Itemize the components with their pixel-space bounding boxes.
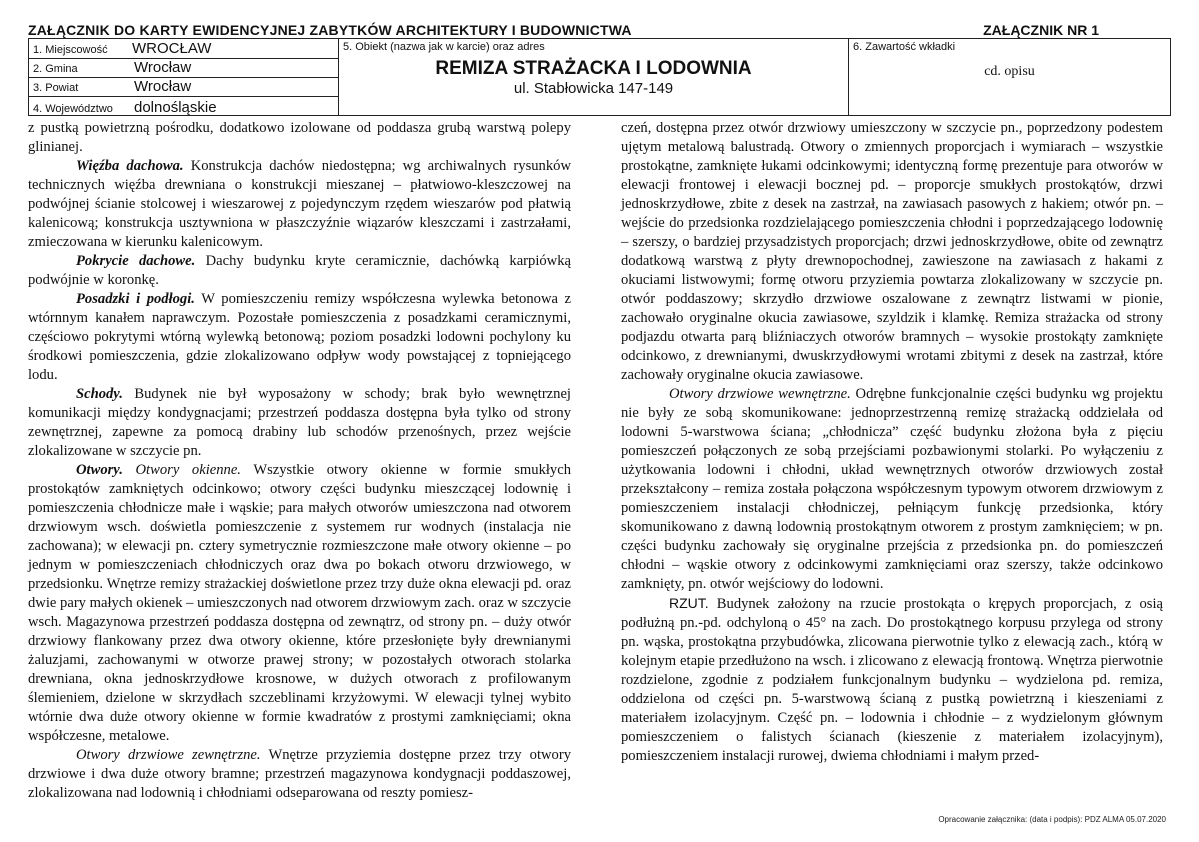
locality-label: 1. Miejscowość	[33, 44, 108, 56]
paragraph: Schody. Budynek nie był wyposażony w schody; brak było wewnętrznej komunikacji między kondygnacjami; przestrzeń poddasza dostępna była tylko od strony zewnętrznej, zapewne za pomocą drabiny lub schodów przenośnych, przez wejście zlokalizowane w szczycie pn.	[28, 386, 571, 459]
subsection-heading: Otwory okienne.	[122, 462, 241, 478]
voivodeship-value: dolnośląskie	[134, 99, 217, 116]
section-heading: Posadzki i podłogi.	[76, 291, 195, 307]
contents-value: cd. opisu	[984, 64, 1035, 79]
attachment-number: ZAŁĄCZNIK NR 1	[983, 22, 1099, 38]
municipality-value: Wrocław	[134, 59, 192, 76]
paragraph: Otwory drzwiowe zewnętrzne. Wnętrze przyziemia dostępne przez trzy otwory drzwiowe i dwa duże otwory bramne; przestrzeń magazynowa kondygnacji poddaszowej, zlokalizowana nad lodownią i chłodniami odseparowana od reszty pomiesz-	[28, 747, 571, 801]
section-heading: Otwory.	[76, 462, 123, 478]
object-name: REMIZA STRAŻACKA I LODOWNIA	[435, 58, 752, 79]
locality-row	[29, 39, 338, 59]
text-column-right	[621, 119, 1163, 766]
text-column-left	[28, 119, 571, 803]
paragraph: Pokrycie dachowe. Dachy budynku kryte ceramicznie, dachówką karpiówką podwójnie w koronkę.	[28, 253, 571, 288]
paragraph: Otwory. Otwory okienne. Wszystkie otwory okienne w formie smukłych prostokątów zamkniętych odcinkowo; otwory części budynku mieszczącej lodownię i pomieszczenia chłodnicze małe i wąskie; para małych otworów umieszczona nad otworem drzwiowym wsch. doświetla pomieszczenie z systemem rur wodnych (instalacja nie zachowana); w elewacji pn. cztery symetrycznie rozmieszczone małe otwory okienne – po jednym w pomieszczeniach chłodniczych oraz dwa po bokach otworu drzwiowego, w przedsionku. Wnętrze remizy strażackiej doświetlone przez trzy duże okna elewacji pd. oraz dwie pary małych okienek – umieszczonych nad otworem drzwiowym zach. oraz w szczycie wsch. Magazynowa przestrzeń poddasza dostępna od zewnątrz, od strony pn. – duży otwór drzwiowy flankowany przez dwa otwory okienne, które przesłonięte były drewnianymi żaluzjami, zachowanymi w otworze prawej strony; w pozostałych otworach stolarka drewniana, okna jednoskrzydłowe krosnowe, w dużych otworach z profilowanym ślemieniem, dzielone w skrzydłach szczeblinami krzyżowymi. W elewacji tylnej wybito wtórnie dwa duże otwory okienne w formie kwadratów z prostymi zamknięciami; okna współczesne, metalowe.	[28, 462, 571, 744]
paragraph: RZUT. Budynek założony na rzucie prostokąta o krępych proporcjach, z osią podłużną pn.-pd. odchyloną o 45° na zach. Do prostokątnego korpusu przylega od strony pn. wąska, prostokątna przybudówka, zlicowana pierwotnie tylko z elewacją zach., którą w kolejnym etapie przedłużono na wsch. i zlicowano z elewacją frontową. Wnętrza pierwotnie rozdzielone, zgodnie z podziałem funkcjonalnym budynku – wydzielona pd. remiza, oddzielona od części pn. 5-warstwową ścianą z pustką powietrzną i kieszeniami z materiałem izolacyjnym. Część pn. – lodownia i chłodnie – z wydzielonym głównym pomieszczeniem o falistych ścianach (kieszenie z materiałem izolacyjnym), pomieszczeniem instalacji rurowej, dwiema chłodniami i małym przed-	[621, 595, 1163, 764]
contents-box	[848, 38, 1171, 116]
object-label: 5. Obiekt (nazwa jak w karcie) oraz adres	[343, 41, 545, 53]
municipality-label: 2. Gmina	[33, 63, 78, 75]
paragraph: Otwory drzwiowe wewnętrzne. Odrębne funkcjonalnie części budynku wg projektu nie były ze sobą skomunikowane: jednoprzestrzenną remizę strażacką oddzielała od lodowni 5-warstwowa ściana; „chłodnicza” część budynku złożona była z pięciu pomieszczeń połączonych ze sobą przejściami pozbawionymi stolarki. Po wyłączeniu z użytkowania lodowni i chłodni, układ wewnętrznych otworów drzwiowych został przekształcony – remiza została połączona współczesnym typowym otworem drzwiowym z pomieszczeniem instalacji chłodniczej, pełniącym funkcję przedsionka, który skomunikowano z dawną lodownią prostokątnym otworem z prostym zamknięciem; w pn. części budynku zachowały się oryginalne przejścia z przedsionka pn. do pomieszczeń chłodni – wąskie otwory z odcinkowymi zamknięciami oraz szerszy, także odcinkowo zamknięty, pn. otwór wejściowy do lodowni.	[621, 386, 1163, 592]
district-row	[29, 77, 338, 97]
contents-label: 6. Zawartość wkładki	[853, 41, 956, 53]
locality-value: WROCŁAW	[132, 40, 212, 57]
attachment-title: ZAŁĄCZNIK DO KARTY EWIDENCYJNEJ ZABYTKÓW ARCHITEKTURY I BUDOWNICTWA	[28, 22, 632, 38]
district-value: Wrocław	[134, 78, 192, 95]
district-label: 3. Powiat	[33, 82, 79, 94]
subsection-heading: Otwory drzwiowe zewnętrzne.	[76, 747, 261, 763]
paragraph: z pustką powietrzną pośrodku, dodatkowo izolowane od poddasza grubą warstwą polepy glinianej.	[28, 120, 571, 155]
paragraph: Posadzki i podłogi. W pomieszczeniu remizy współczesna wylewka betonowa z wtórnnym kanałem naprawczym. Pozostałe pomieszczenia z posadzkami ceramicznymi, częściowo pokrytymi wtórną wylewką betonową; poziom posadzki lodowni pochylony ku środkowi pomieszczenia, gdzie zlokalizowano odpływ wody powstającej z topniejącego lodu.	[28, 291, 571, 383]
voivodeship-label: 4. Województwo	[33, 103, 113, 115]
municipality-row	[29, 58, 338, 78]
location-box	[28, 38, 339, 116]
paragraph: czeń, dostępna przez otwór drzwiowy umieszczony w szczycie pn., poprzedzony podestem ujętym metalową balustradą. Otwory o zmiennych proporcjach i wymiarach – wszystkie prostokątne, zamknięte łukami odcinkowymi; identyczną formę prezentuje para otworów w elewacji frontowej i elewacji bocznej pd. – proporcje smukłych prostokątów, drzwi jednoskrzydłowe, zbite z desek na zastrzał, na zawiasach pasowych z hakiem; otwór pn. – wejście do przedsionka rozdzielającego pomieszczenia chłodni i poprzedzającego lodownię – szerszy, o bardziej przysadzistych proporcjach; drzwi jednoskrzydłowe, obite od zewnątrz dodatkową warstwą z płyty drewnopochodnej, zawieszone na zawiasach z hakami z okuciami listwowymi; formę otworu przyziemia powtarza zlokalizowany w szczycie pn. otwór poddaszowy; skrzydło drzwiowe oszalowane z zewnątrz listwami w pionie, zachowało oryginalne okucia zawiasowe, szyldzik i klamkę. Remiza strażacka od strony podjazdu otwarta parą bliźniaczych otworów bramnych – wysokie prostokąty zamknięte odcinkowo, z drewnianymi, dwuskrzydłowymi wrotami zbitymi z desek na zastrzał, które zachowały oryginalne okucia zawiasowe.	[621, 120, 1163, 383]
section-heading: Pokrycie dachowe.	[76, 253, 196, 269]
section-heading: Schody.	[76, 386, 123, 402]
subsection-heading: Otwory drzwiowe wewnętrzne.	[669, 386, 851, 402]
section-heading: Więźba dachowa.	[76, 158, 184, 174]
prepared-by-footer: Opracowanie załącznika: (data i podpis): PDZ ALMA 05.07.2020	[938, 815, 1166, 824]
object-box	[338, 38, 849, 116]
section-heading: RZUT.	[669, 595, 709, 611]
object-address: ul. Stabłowicka 147-149	[513, 80, 674, 97]
paragraph: Więźba dachowa. Konstrukcja dachów niedostępna; wg archiwalnych rysunków technicznych więźba drewniana o konstrukcji mieszanej – płatwiowo-kleszczowej na podwójnej ścianie stolcowej i wieszarowej z pojedynczym rzędem wieszarów pod płatwią kalenicową; konstrukcja usztywniona w płaszczyźnie wiązarów kleszczami i zastrzałami, zmieczowana w kierunku kalenicowym.	[28, 158, 571, 250]
voivodeship-row	[29, 96, 338, 117]
